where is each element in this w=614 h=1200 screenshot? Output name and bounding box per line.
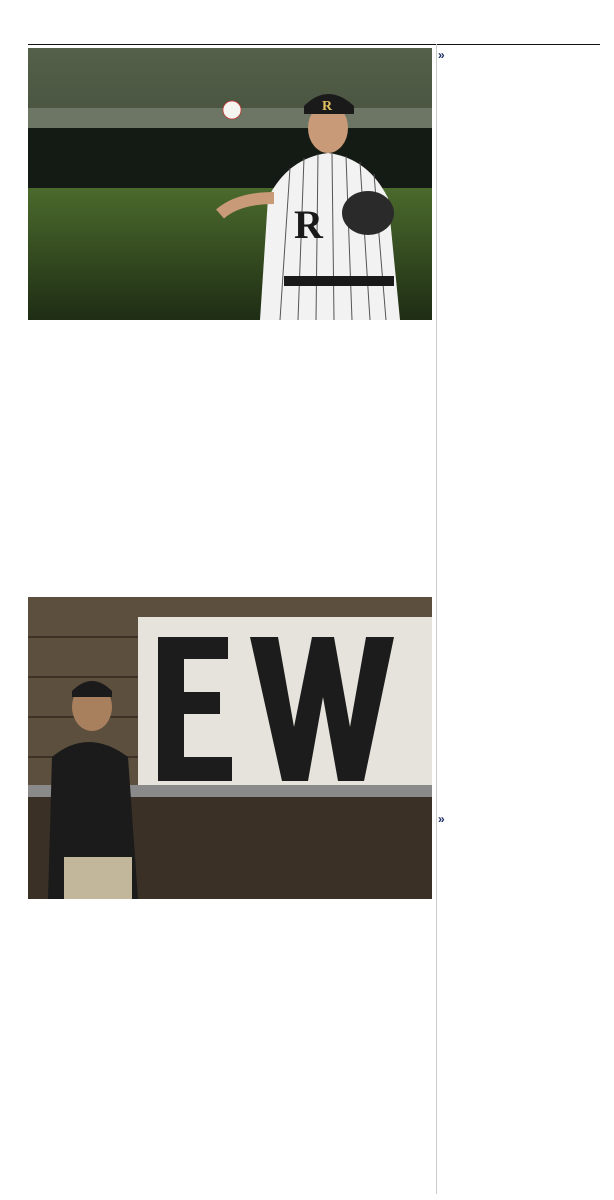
story1-col3	[232, 372, 330, 590]
story2-col1	[28, 968, 122, 1190]
first-team-title	[438, 48, 448, 62]
ty-long-photo-art	[28, 48, 432, 320]
story2-col4	[336, 950, 432, 1168]
page-header	[28, 0, 600, 44]
svg-text:R: R	[322, 99, 333, 114]
hutchison-photo-art	[28, 597, 432, 899]
chevron-right-icon: »	[438, 48, 446, 62]
ty-long-photo	[28, 48, 432, 320]
second-team-title	[438, 812, 448, 826]
story2-col3	[232, 950, 330, 1190]
svg-text:R: R	[294, 202, 323, 247]
story1-col1	[28, 392, 122, 592]
chevron-right-icon: »	[438, 812, 446, 826]
story2-col2	[130, 1018, 226, 1188]
coach-award-box	[130, 956, 228, 958]
player-award-box	[130, 372, 226, 374]
header-rule	[28, 44, 600, 45]
story1-col4	[336, 372, 432, 572]
rail-divider	[436, 44, 437, 1194]
story1-col2	[130, 426, 226, 590]
hutchison-photo	[28, 597, 432, 899]
